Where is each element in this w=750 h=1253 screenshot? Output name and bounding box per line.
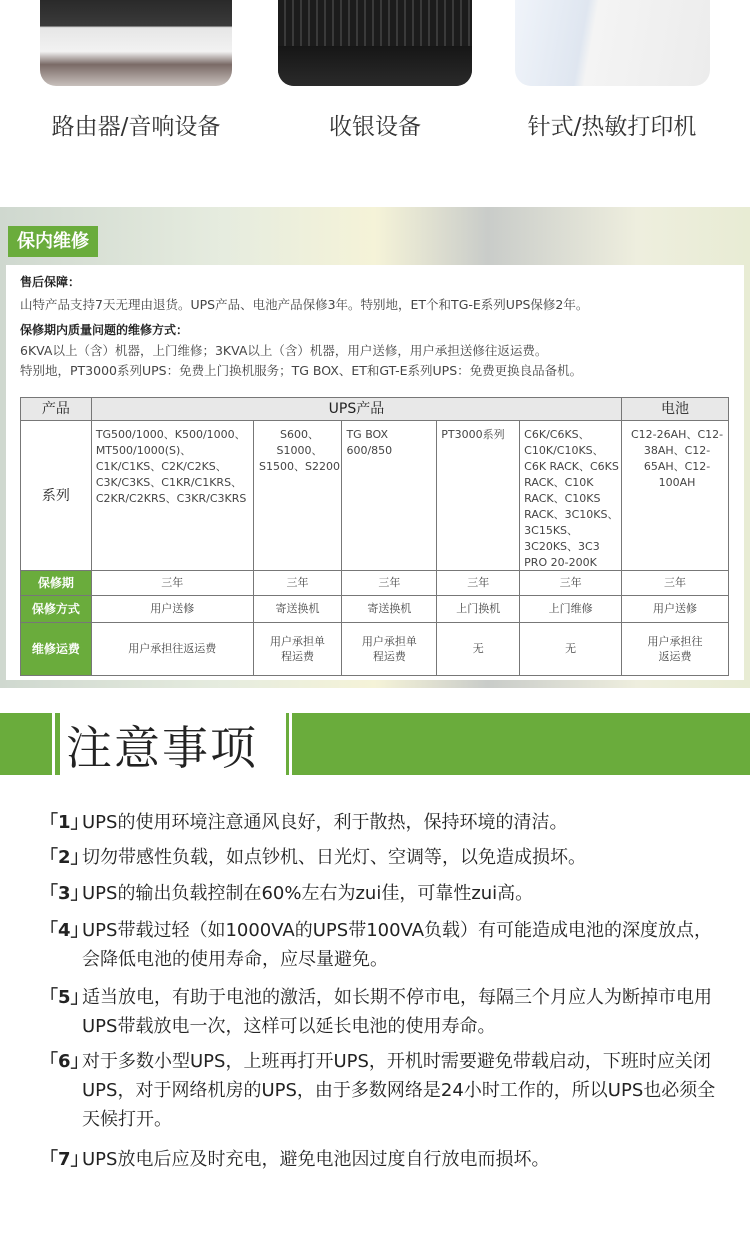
note-item [40,843,720,872]
table-cell: 用户送修 [91,596,253,623]
table-cell: TG500/1000、K500/1000、MT500/1000(S)、C1K/C1KS、C2K/C2KS、C3K/C3KS、C1KR/C1KRS、C2KR/C2KRS、C3KR/C3KRS [91,421,253,571]
table-cell: 寄送换机 [253,596,342,623]
note-number: 「3」 [40,883,89,904]
warranty-panel [6,265,744,680]
repair-title: 保修期内质量问题的维修方式： [20,323,189,337]
header-divider [55,713,60,775]
table-cell: 无 [437,623,520,676]
row-label: 系列 [21,421,92,571]
table-row [21,421,729,571]
row-label: 保修期 [21,571,92,596]
category-label: 针式/热敏打印机 [527,114,697,140]
router-image [40,0,232,86]
repair-line: 6KVA以上（含）机器，上门维修；3KVA以上（含）机器，用户送修，用户承担送修往返运费。 [20,343,548,358]
header-cell: 产品 [21,398,92,421]
table-cell: 用户承担单程运费 [253,623,342,676]
note-number: 「1」 [40,812,89,833]
table-cell: 用户承担单程运费 [342,623,437,676]
note-item [40,1145,720,1174]
note-text: UPS放电后应及时充电，避免电池因过度自行放电而损坏。 [82,1149,550,1170]
table-cell: 三年 [437,571,520,596]
table-cell: 三年 [253,571,342,596]
table-cell: 三年 [342,571,437,596]
table-header-row [21,398,729,421]
table-cell: 无 [520,623,622,676]
table-cell: 用户承担往返运费 [622,623,729,676]
table-cell: 寄送换机 [342,596,437,623]
note-item [40,1047,720,1134]
note-text: 适当放电，有助于电池的激活，如长期不停市电，每隔三个月应人为断掉市电用UPS带载放电一次，这样可以延长电池的使用寿命。 [82,987,712,1037]
repair-line: 特别地，PT3000系列UPS：免费上门换机服务；TG BOX、ET和GT-E系列UPS：免费更换良品备机。 [20,363,583,378]
note-text: 对于多数小型UPS，上班再打开UPS，开机时需要避免带载启动，下班时应关闭UPS，对于网络机房的UPS，由于多数网络是24小时工作的，所以UPS也必须全天候打开。 [82,1051,716,1130]
note-number: 「6」 [40,1051,89,1072]
note-item [40,808,720,837]
warranty-section [0,207,750,688]
note-item [40,983,720,1041]
note-text: UPS的输出负载控制在60%左右为zui佳，可靠性zui高。 [82,883,534,904]
category-label: 路由器/音响设备 [51,114,221,140]
table-cell: 上门维修 [520,596,622,623]
category-label: 收银设备 [329,114,421,140]
note-text: 切勿带感性负载，如点钞机、日光灯、空调等，以免造成损坏。 [82,847,586,868]
table-row [21,596,729,623]
table-cell: PT3000系列 [437,421,520,571]
header-divider [286,713,289,775]
note-number: 「2」 [40,847,89,868]
row-label: 保修方式 [21,596,92,623]
row-label: 维修运费 [21,623,92,676]
header-cell: UPS产品 [91,398,621,421]
after-sales-text: 山特产品支持7天无理由退货。UPS产品、电池产品保修3年。特别地，ET个和TG-E系列UPS保修2年。 [20,297,589,312]
table-row [21,571,729,596]
table-cell: S600、S1000、S1500、S2200 [253,421,342,571]
warranty-tag: 保内维修 [8,226,98,257]
header-bar [292,713,750,775]
table-cell: C6K/C6KS、C10K/C10KS、C6K RACK、C6KS RACK、C10K RACK、C10KS RACK、3C10KS、3C15KS、3C20KS、3C3 PRO 20-200K [520,421,622,571]
table-cell: 三年 [622,571,729,596]
table-cell: 用户承担往返运费 [91,623,253,676]
note-number: 「7」 [40,1149,89,1170]
note-item [40,916,720,974]
notes-title: 注意事项 [66,721,258,775]
cash-register-image [278,0,472,86]
note-text: UPS带载过轻（如1000VA的UPS带100VA负载）有可能造成电池的深度放点，会降低电池的使用寿命，应尽量避免。 [82,920,713,970]
header-bar [0,713,52,775]
note-item [40,879,720,908]
table-cell: C12-26AH、C12-38AH、C12-65AH、C12-100AH [622,421,729,571]
table-cell: 三年 [91,571,253,596]
table-cell: 上门换机 [437,596,520,623]
table-row [21,623,729,676]
note-number: 「5」 [40,987,89,1008]
note-text: UPS的使用环境注意通风良好，利于散热，保持环境的清洁。 [82,812,568,833]
after-sales-title: 售后保障： [20,275,81,289]
table-cell: TG BOX 600/850 [342,421,437,571]
header-cell: 电池 [622,398,729,421]
table-cell: 用户送修 [622,596,729,623]
note-number: 「4」 [40,920,89,941]
warranty-table [20,397,729,676]
printer-image [515,0,710,86]
table-cell: 三年 [520,571,622,596]
